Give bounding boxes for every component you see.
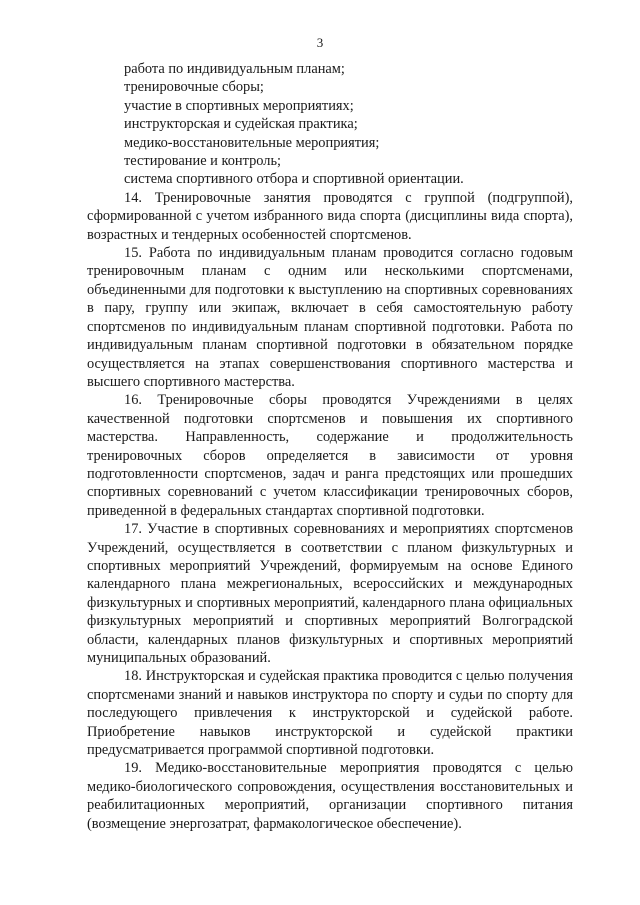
paragraph-16: 16. Тренировочные сборы проводятся Учреждениями в целях качественной подготовки спортсменов и повышения их спортивного мастерства. Направленность, содержание и продолжительность тренировочных сборов определяется в зависимости от уровня подготовленности спортсменов, задач и ранга предстоящих или прошедших спортивных соревнований с учетом классификации тренировочных сборов, приведенной в федеральных стандартах спортивной подготовки. xyxy=(87,392,573,519)
list-item: система спортивного отбора и спортивной ориентации. xyxy=(124,171,464,188)
paragraph-18: 18. Инструкторская и судейская практика проводится с целью получения спортсменами знаний и навыков инструктора по спорту и судьи по спорту для последующего привлечения к инструкторской и судейской работе. Приобретение навыков инструкторской и судейской практики предусматривается программой спортивной подготовки. xyxy=(87,668,573,759)
paragraph-17: 17. Участие в спортивных соревнованиях и мероприятиях спортсменов Учреждений, осуществляется в соответствии с планом физкультурных и спортивных мероприятий Учреждений, формируемым на основе Единого календарного плана межрегиональных, всероссийских и международных физкультурных и спортивных мероприятий, календарного плана официальных физкультурных мероприятий и спортивных мероприятий Волгоградской области, календарных планов физкультурных и спортивных мероприятий муниципальных образований. xyxy=(87,521,573,666)
paragraph-15: 15. Работа по индивидуальным планам проводится согласно годовым тренировочным планам с одним или несколькими спортсменами, объединенными для подготовки к выступлению на спортивных соревнованиях в пару, группу или экипаж, включает в себя самостоятельную работу спортсменов по индивидуальным планам спортивной подготовки. Работа по индивидуальным планам спортивной подготовки в обязательном порядке осуществляется на этапах совершенствования спортивного мастерства и высшего спортивного мастерства. xyxy=(87,245,573,390)
list-item: участие в спортивных мероприятиях; xyxy=(124,97,354,114)
paragraph-14: 14. Тренировочные занятия проводятся с группой (подгруппой), сформированной с учетом избранного вида спорта (дисциплины вида спорта), возрастных и тендерных особенностей спортсменов. xyxy=(87,189,573,243)
page-number: 3 xyxy=(316,35,324,50)
list-item: инструкторская и судейская практика; xyxy=(124,116,358,133)
document-body xyxy=(87,60,573,833)
list-item: работа по индивидуальным планам; xyxy=(124,61,345,77)
list-item: тестирование и контроль; xyxy=(124,153,282,170)
list-item: тренировочные сборы; xyxy=(124,79,264,96)
list-item: медико-восстановительные мероприятия; xyxy=(124,134,380,151)
paragraph-19: 19. Медико-восстановительные мероприятия проводятся с целью медико-биологического сопровождения, осуществления восстановительных и реабилитационных мероприятий, организации спортивного питания (возмещение энергозатрат, фармакологическое обеспечение). xyxy=(87,760,573,832)
